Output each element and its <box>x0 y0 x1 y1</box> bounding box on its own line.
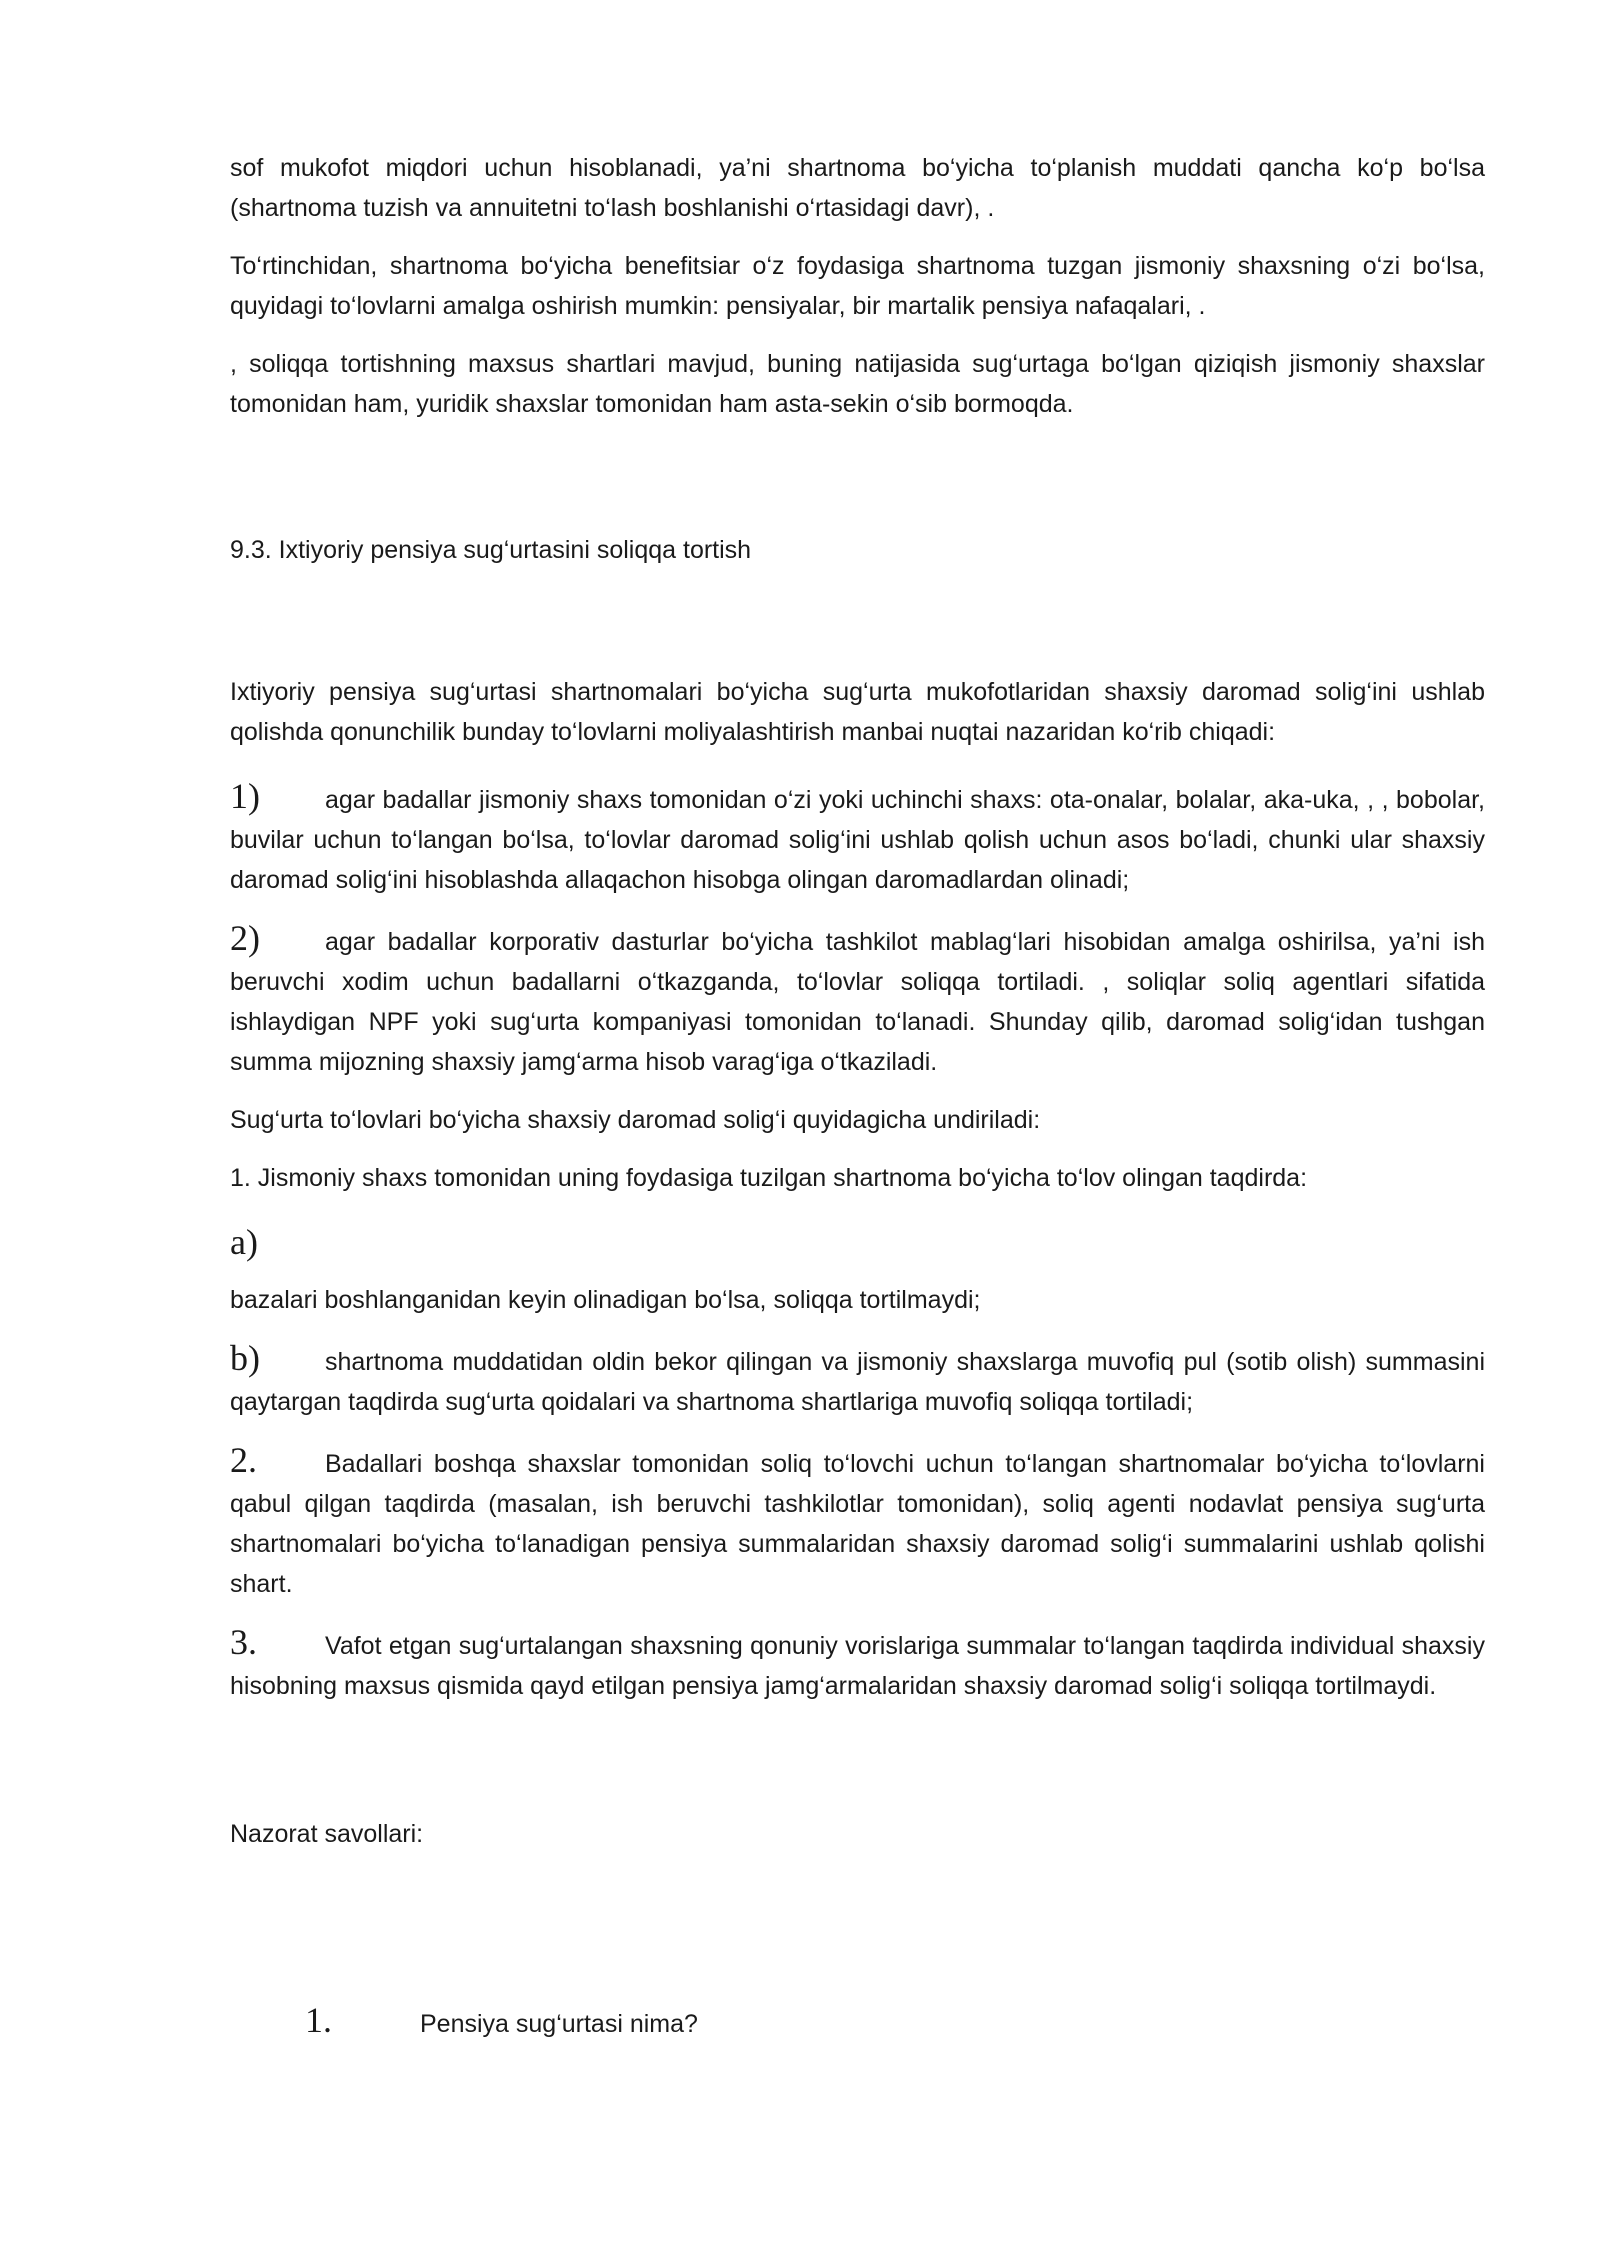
list-item <box>230 1622 1485 1706</box>
spacer <box>230 570 1485 672</box>
list-marker: 2) <box>230 918 260 958</box>
paragraph: Sug‘urta to‘lovlari bo‘yicha shaxsiy daromad solig‘i quyidagicha undiriladi: <box>230 1106 1041 1134</box>
paragraph: sof mukofot miqdori uchun hisoblanadi, ya’ni shartnoma bo‘yicha to‘planish muddati qancha ko‘p bo‘lsa (shartnoma tuzish va annuitetni to‘lash boshlanishi o‘rtasidagi davr), . <box>230 154 1485 222</box>
section-intro: Ixtiyoriy pensiya sug‘urtasi shartnomalari bo‘yicha sug‘urta mukofotlaridan shaxsiy daromad solig‘ini ushlab qolishda qonunchilik bunday to‘lovlarni moliyalashtirish manbai nuqtai nazaridan ko‘rib chiqadi: <box>230 678 1485 746</box>
list-item-text: agar badallar korporativ dasturlar bo‘yicha tashkilot mablag‘lari hisobidan amalga oshirilsa, ya’ni ish beruvchi xodim uchun badallarni o‘tkazganda, to‘lovlar soliqqa tortiladi. , soliqlar soliq agentlari sifatida ishlaydigan NPF yoki sug‘urta kompaniyasi tomonidan to‘lanadi. Shunday qilib, daromad solig‘idan tushgan summa mijozning shaxsiy jamg‘arma hisob varag‘iga o‘tkaziladi. <box>230 928 1485 1076</box>
list-marker: 3. <box>230 1622 257 1662</box>
list-marker: 2. <box>230 1440 257 1480</box>
questions-heading: Nazorat savollari: <box>230 1820 424 1848</box>
paragraph: To‘rtinchidan, shartnoma bo‘yicha benefitsiar o‘z foydasiga shartnoma tuzgan jismoniy shaxsning o‘zi bo‘lsa, quyidagi to‘lovlarni amalga oshirish mumkin: pensiyalar, bir martalik pensiya nafaqalari, . <box>230 252 1485 320</box>
list-item-text: bazalari boshlanganidan keyin olinadigan bo‘lsa, soliqqa tortilmaydi; <box>230 1286 981 1314</box>
paragraph: , soliqqa tortishning maxsus shartlari mavjud, buning natijasida sug‘urtaga bo‘lgan qiziqish jismoniy shaxslar tomonidan ham, yuridik shaxslar tomonidan ham asta-sekin o‘sib bormoqda. <box>230 350 1485 418</box>
list-item <box>230 1338 1485 1422</box>
question-number: 1. <box>305 2000 332 2040</box>
list-item <box>230 776 1485 900</box>
list-item-text: shartnoma muddatidan oldin bekor qilingan va jismoniy shaxslarga muvofiq pul (sotib olish) summasini qaytargan taqdirda sug‘urta qoidalari va shartnoma shartlariga muvofiq soliqqa tortiladi; <box>230 1348 1485 1416</box>
list-item <box>230 1440 1485 1604</box>
list-item <box>230 918 1485 1082</box>
list-marker: a) <box>230 1222 258 1262</box>
paragraph: 1. Jismoniy shaxs tomonidan uning foydasiga tuzilgan shartnoma bo‘yicha to‘lov olingan taqdirda: <box>230 1164 1308 1192</box>
question-text: Pensiya sug‘urtasi nima? <box>420 2010 698 2038</box>
spacer <box>230 1724 1485 1814</box>
section-heading: 9.3. Ixtiyoriy pensiya sug‘urtasini soliqqa tortish <box>230 536 752 564</box>
list-item-text: agar badallar jismoniy shaxs tomonidan o‘zi yoki uchinchi shaxs: ota-onalar, bolalar, aka-uka, , , bobolar, buvilar uchun to‘langan bo‘lsa, to‘lovlar daromad solig‘ini ushlab qolish uchun asos bo‘ladi, chunki ular shaxsiy daromad solig‘ini hisoblashda allaqachon hisobga olingan daromadlardan olinadi; <box>230 786 1485 894</box>
list-marker: b) <box>230 1338 260 1378</box>
question-item <box>305 2000 698 2044</box>
list-item-text: Badallari boshqa shaxslar tomonidan soliq to‘lovchi uchun to‘langan shartnomalar bo‘yicha to‘lovlarni qabul qilgan taqdirda (masalan, ish beruvchi tashkilotlar tomonidan), soliq agenti nodavlat pensiya sug‘urta shartnomalari bo‘yicha to‘lanadigan pensiya summalaridan shaxsiy daromad solig‘i summalarini ushlab qolishi shart. <box>230 1450 1485 1598</box>
document-page <box>230 148 1485 1854</box>
spacer <box>230 442 1485 530</box>
list-marker: 1) <box>230 776 260 816</box>
list-item-text: Vafot etgan sug‘urtalangan shaxsning qonuniy vorislariga summalar to‘langan taqdirda individual shaxsiy hisobning maxsus qismida qayd etilgan pensiya jamg‘armalaridan shaxsiy daromad solig‘i soliqqa tortilmaydi. <box>230 1632 1485 1700</box>
